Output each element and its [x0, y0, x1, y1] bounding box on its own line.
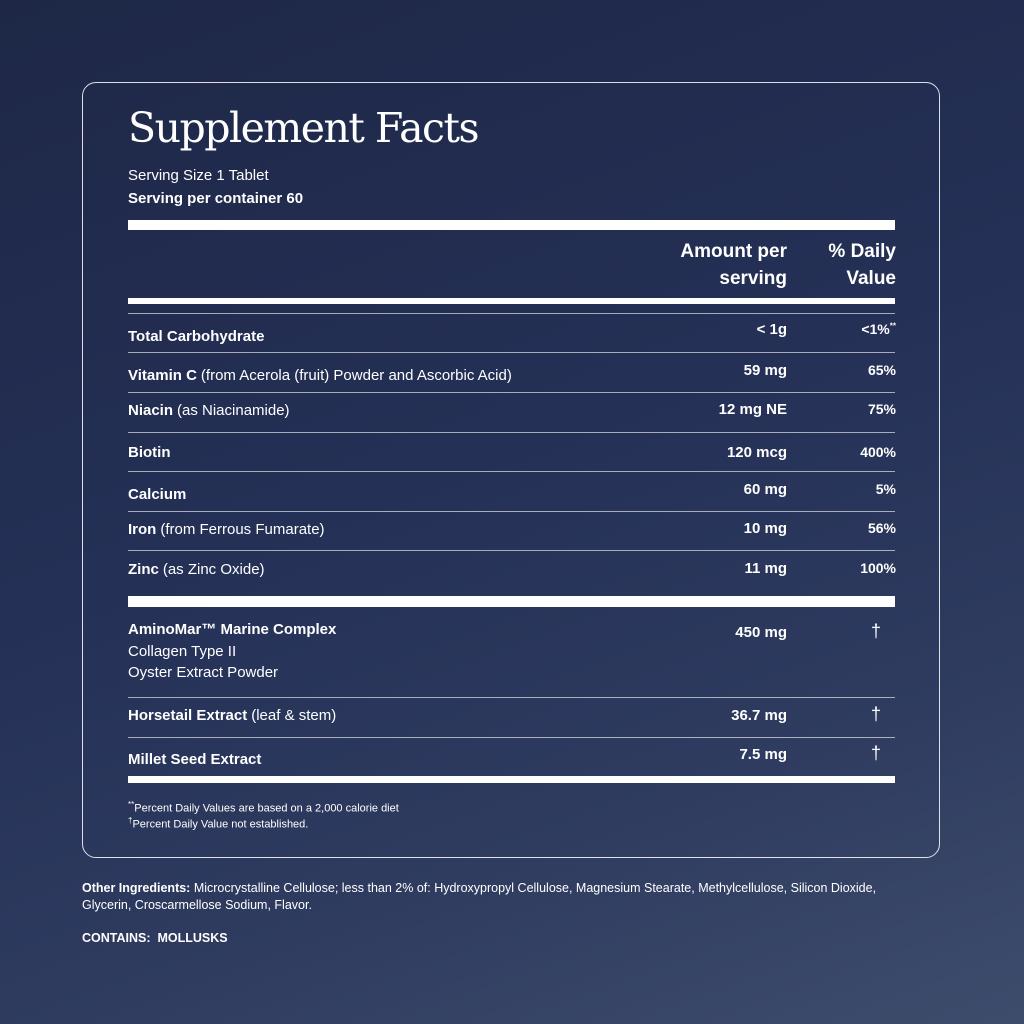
amount-header-line1: Amount per	[680, 241, 787, 262]
row-divider	[128, 471, 895, 472]
thick-divider	[128, 596, 895, 607]
row-divider	[128, 550, 895, 551]
footnote-text: Percent Daily Value not established.	[132, 818, 309, 831]
nutrient-detail: (as Zinc Oxide)	[162, 561, 265, 578]
nutrient-row-label	[128, 402, 290, 419]
row-divider	[128, 392, 895, 393]
nutrient-row-label	[128, 444, 171, 461]
extract-row-label	[128, 751, 261, 768]
nutrient-detail: (as Niacinamide)	[177, 402, 290, 419]
nutrient-amount: 10 mg	[743, 520, 787, 537]
row-divider	[128, 432, 895, 433]
row-divider	[128, 737, 895, 738]
nutrient-name: Calcium	[128, 486, 187, 503]
complex-name	[128, 621, 336, 638]
nutrient-name: Zinc	[128, 561, 159, 578]
nutrient-amount: < 1g	[756, 321, 787, 338]
nutrient-row-label	[128, 561, 265, 578]
row-divider	[128, 511, 895, 512]
complex-ingredient: Collagen Type II	[128, 643, 237, 660]
extract-amount: 7.5 mg	[739, 746, 787, 763]
nutrient-name: Vitamin C	[128, 367, 197, 384]
other-ingredients	[82, 880, 922, 914]
other-ingredients-label: Other Ingredients:	[82, 881, 191, 895]
nutrient-amount: 120 mcg	[726, 444, 787, 461]
bottom-divider	[128, 776, 895, 783]
row-divider	[128, 352, 895, 353]
nutrient-amount: 60 mg	[743, 481, 787, 498]
footnote-text: Percent Daily Values are based on a 2,000 calorie diet	[134, 802, 399, 815]
nutrient-name: Biotin	[128, 444, 171, 461]
nutrient-row-label	[128, 486, 186, 503]
nutrient-daily-value: 56%	[867, 520, 896, 536]
dagger-mark: †	[871, 621, 882, 641]
nutrient-row-label	[128, 521, 325, 538]
allergen-statement: CONTAINS: MOLLUSKS	[82, 931, 228, 945]
nutrient-row-label	[128, 367, 512, 384]
nutrient-name: Niacin	[128, 402, 174, 419]
extract-detail: (leaf & stem)	[251, 707, 337, 724]
medium-divider	[128, 298, 895, 304]
dagger-mark: †	[871, 704, 882, 724]
panel-title: Supplement Facts	[128, 104, 479, 152]
dv-value: <1%	[861, 321, 890, 337]
thick-divider	[128, 220, 895, 230]
dv-footnote-mark: **	[889, 321, 896, 331]
nutrient-amount: 11 mg	[744, 560, 787, 577]
daily-value-header	[828, 238, 896, 292]
complex-ingredient: Oyster Extract Powder	[128, 664, 279, 681]
complex-name-text: AminoMar™ Marine Complex	[128, 621, 337, 638]
complex-amount: 450 mg	[735, 624, 787, 641]
other-ingredients-text: Microcrystalline Cellulose; less than 2% of: Hydroxypropyl Cellulose, Magnesium Stearate, Methylcellulose, Silicon Dioxide, Glycerin, Croscarmellose Sodium, Flavor.	[82, 881, 877, 912]
nutrient-amount: 12 mg NE	[718, 401, 787, 418]
footnote-mark: †	[128, 816, 133, 825]
amount-header	[680, 238, 787, 292]
extract-amount: 36.7 mg	[731, 707, 787, 724]
footnote-not-established	[128, 816, 308, 831]
dv-header-line1: % Daily	[828, 241, 896, 262]
thin-divider	[128, 313, 895, 314]
nutrient-daily-value: 65%	[867, 362, 896, 378]
footnote-dv-basis	[128, 800, 399, 815]
nutrient-amount: 59 mg	[743, 362, 787, 379]
footnote-mark: **	[128, 800, 135, 809]
nutrient-daily-value: 400%	[860, 444, 896, 460]
servings-per-container: Serving per container 60	[128, 190, 304, 207]
row-divider	[128, 697, 895, 698]
nutrient-daily-value: 75%	[867, 401, 896, 417]
extract-row-label	[128, 707, 336, 724]
dagger-mark: †	[871, 743, 882, 763]
extract-name: Horsetail Extract	[128, 707, 248, 724]
nutrient-detail: (from Acerola (fruit) Powder and Ascorbic Acid)	[200, 367, 512, 384]
nutrient-daily-value: 100%	[860, 560, 896, 576]
nutrient-daily-value	[861, 321, 896, 337]
amount-header-line2: serving	[719, 268, 787, 289]
nutrient-row-label	[128, 328, 264, 345]
nutrient-daily-value: 5%	[875, 481, 896, 497]
nutrient-name: Total Carbohydrate	[128, 328, 265, 345]
dv-header-line2: Value	[846, 268, 896, 289]
extract-name: Millet Seed Extract	[128, 751, 262, 768]
nutrient-detail: (from Ferrous Fumarate)	[160, 521, 325, 538]
nutrient-name: Iron	[128, 521, 157, 538]
serving-size: Serving Size 1 Tablet	[128, 167, 269, 184]
